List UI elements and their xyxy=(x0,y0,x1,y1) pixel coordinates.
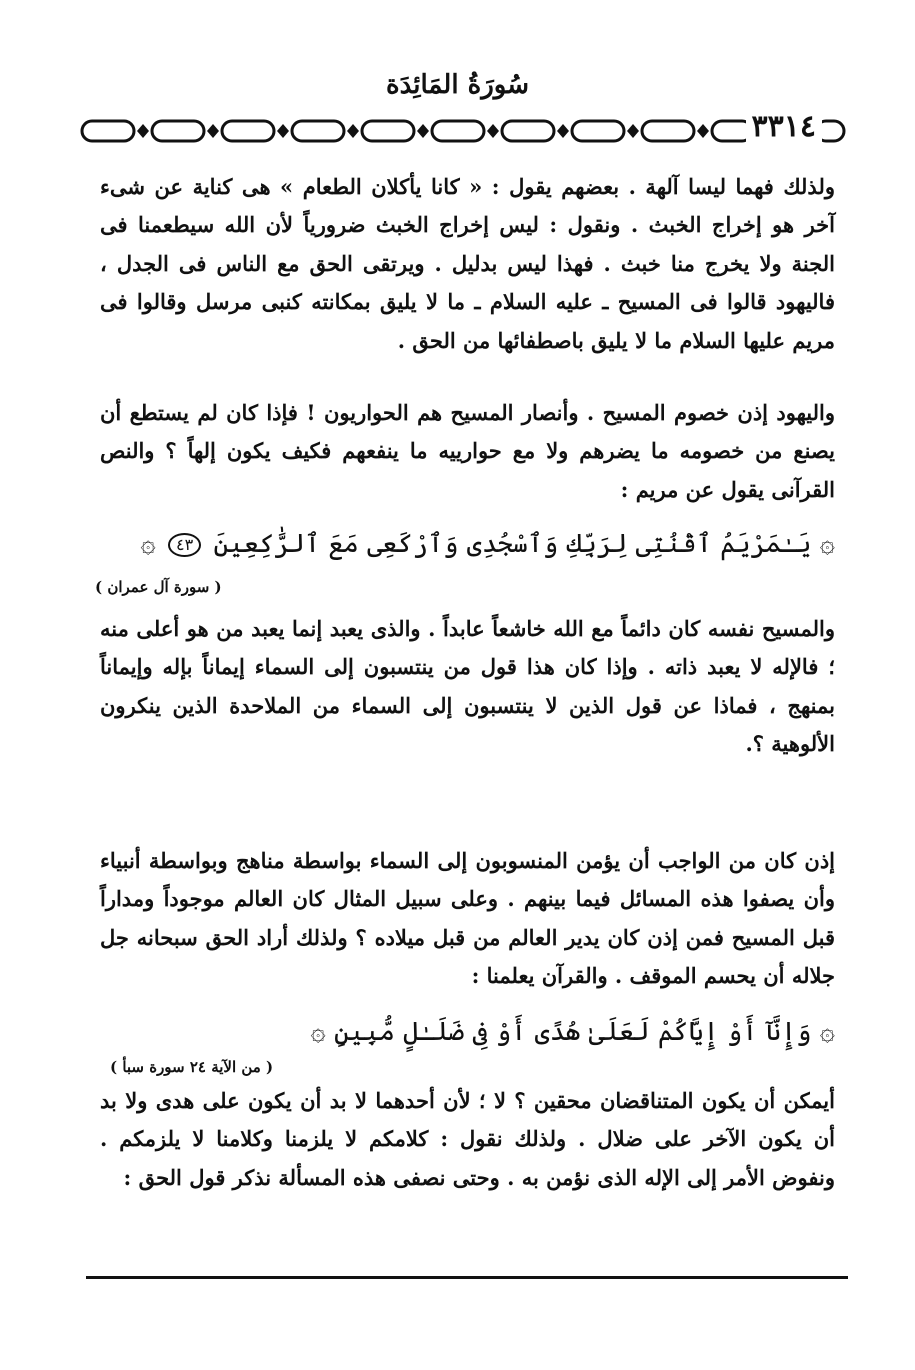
verse-source: ( من الآية ٢٤ سورة سبأ ) xyxy=(110,1058,274,1076)
verse-close-ornament-icon: ۞ xyxy=(310,1017,326,1047)
footer-divider xyxy=(86,1276,848,1279)
chain-ornament-icon xyxy=(78,113,848,149)
verse-text: وَإِنَّآ أَوْ إِيَّاكُمْ لَعَلَىٰ هُدًى أَوْ فِى ضَلَـٰلٍ مُّبِينٍ xyxy=(334,1017,812,1047)
quran-verse-2 xyxy=(100,1012,835,1052)
page-number: ٣٣١٤ xyxy=(746,109,822,144)
paragraph-4: إذن كان من الواجب أن يؤمن المنسوبون إلى السماء بواسطة مناهج وبواسطة أنبياء وأن يصفوا هذه المسائل فيما بينهم . وعلى سبيل المثال كان العالم موجوداً ومداراً قبل المسيح فمن إذن كان يدير العالم من قبل ميلاده ؟ ولذلك أراد الحق سبحانه جل جلاله أن يحسم الموقف . والقرآن يعلمنا : xyxy=(100,848,835,989)
ayah-number: ٤٣ xyxy=(168,533,201,557)
paragraph-1: ولذلك فهما ليسا آلهة . بعضهم يقول : « كانا يأكلان الطعام » هى كناية عن شىء آخر هو إخراج الخبث . ونقول : ليس إخراج الخبث ضرورياً لأن الله سيطعمنا فى الجنة ولا يخرج منا خبث . فهذا ليس بدليل . ويرتقى الحق مع الناس فى الجدل ، فاليهود قالوا فى المسيح ـ عليه السلام ـ ما لا يليق بمكانته كنبى مرسل وقالوا فى مريم عليها السلام ما لا يليق باصطفائها من الحق . xyxy=(100,174,835,353)
verse-source: ( سورة آل عمران ) xyxy=(95,578,222,596)
header-ornament-band xyxy=(78,109,848,149)
surah-title: سُورَةُ المَائِدَة xyxy=(385,70,530,100)
paragraph-3: والمسيح نفسه كان دائماً مع الله خاشعاً عابداً . والذى يعبد إنما يعبد من هو أعلى منه ؛ فالإله لا يعبد ذاته . وإذا كان هذا قول من ينتسبون إلى السماء إيماناً بإله وإيماناً بمنهج ، فماذا عن قول الذين لا ينتسبون إلى السماء من الملاحدة الذين ينكرون الألوهية ؟. xyxy=(100,616,835,757)
verse-open-ornament-icon: ۞ xyxy=(819,1017,835,1047)
quran-verse-1 xyxy=(100,524,835,564)
verse-text: يَـٰمَرْيَمُ ٱقْنُتِى لِرَبِّكِ وَٱسْجُدِى وَٱرْكَعِى مَعَ ٱلرَّٰكِعِينَ xyxy=(213,529,812,559)
verse-open-ornament-icon: ۞ xyxy=(819,529,835,559)
paragraph-2: واليهود إذن خصوم المسيح . وأنصار المسيح هم الحواريون ! فإذا كان لم يستطع أن يصنع من خصومه ما يضرهم ولا مع حوارييه ما ينفعهم فكيف يكون إلهاً ؟ والنص القرآنى يقول عن مريم : xyxy=(100,400,835,502)
verse-close-ornament-icon: ۞ xyxy=(140,529,156,559)
paragraph-5: أيمكن أن يكون المتناقضان محقين ؟ لا ؛ لأن أحدهما لا بد أن يكون على هدى ولا بد أن يكون الآخر على ضلال . ولذلك نقول : كلامكم لا يلزمنا وكلامنا لا يلزمكم . ونفوض الأمر إلى الإله الذى نؤمن به . وحتى نصفى هذه المسألة نذكر قول الحق : xyxy=(100,1088,835,1190)
